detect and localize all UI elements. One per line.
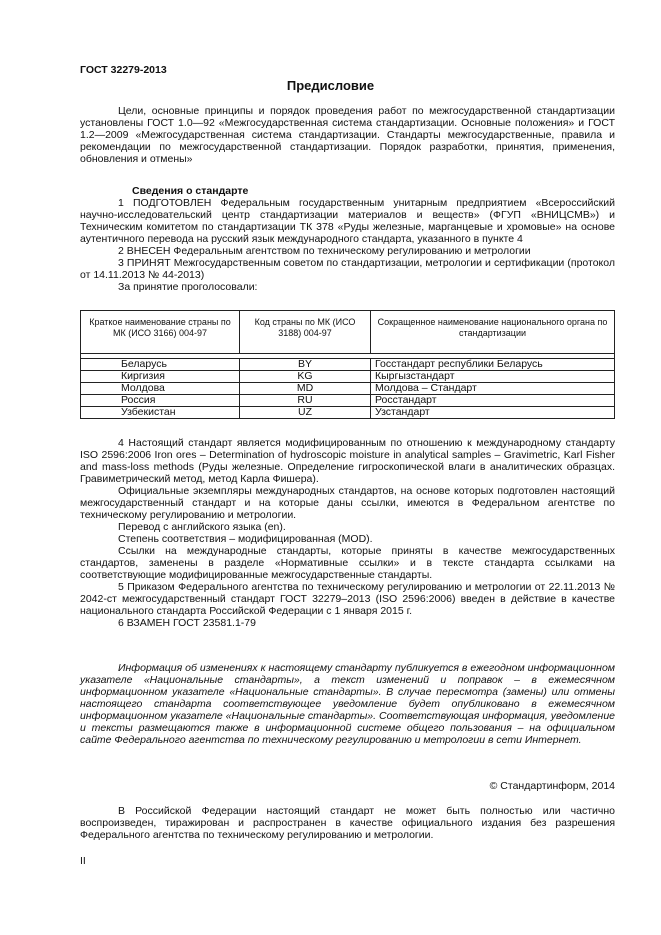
- item-5: 5 Приказом Федерального агентства по техническому регулированию и метрологии от 22.11.2013 № 2042-ст межгосударственный стандарт ГОСТ 32279–2013 (ISO 2596:2006) введен в действие в качестве национального стандарта Российской Федерации с 1 января 2015 г.: [80, 581, 615, 617]
- items-section: [80, 437, 615, 629]
- rights-section: [80, 805, 615, 841]
- country-code: UZ: [240, 407, 371, 419]
- header-body: Сокращенное наименование национального органа по стандартизации: [371, 311, 615, 354]
- standards-body: Кыргызстандарт: [371, 371, 615, 383]
- item-6: 6 ВЗАМЕН ГОСТ 23581.1-79: [118, 617, 256, 629]
- degree-paragraph: Степень соответствия – модифицированная (MOD).: [118, 533, 373, 545]
- standards-body: Узстандарт: [371, 407, 615, 419]
- table-row: [81, 359, 615, 371]
- table-header-row: [81, 311, 615, 354]
- country-name: Беларусь: [81, 359, 240, 371]
- rights-paragraph: В Российской Федерации настоящий стандарт не может быть полностью или частично воспроизведен, тиражирован и распространен в качестве официального издания без разрешения Федерального агентства по техническому регулированию и метрологии.: [80, 805, 615, 841]
- country-code: BY: [240, 359, 371, 371]
- translation-paragraph: Перевод с английского языка (en).: [118, 521, 286, 533]
- table-row: [81, 371, 615, 383]
- official-copies-paragraph: Официальные экземпляры международных стандартов, на основе которых подготовлен настоящий межгосударственный стандарт и на которые даны ссылки, имеются в Федеральном агентстве по техническому регулированию и метрологии.: [80, 485, 615, 521]
- country-name: Киргизия: [81, 371, 240, 383]
- item-4: 4 Настоящий стандарт является модифицированным по отношению к международному стандарту ISO 2596:2006 Iron ores – Determination of hydroscopic moisture in analytical samples – Gravimetric, Karl Fisher and mass-loss methods (Руды железные. Определение гигроскопической влаги в аналитических образцах. Гравиметрический метод, метод Карла Фишера).: [80, 437, 615, 485]
- info-item-3: 3 ПРИНЯТ Межгосударственным советом по стандартизации, метрологии и сертификации (протокол от 14.11.2013 № 44-2013): [80, 257, 615, 281]
- country-code: MD: [240, 383, 371, 395]
- foreword-section: [80, 105, 615, 165]
- table-row: [81, 407, 615, 419]
- table-row: [81, 395, 615, 407]
- notice-paragraph: Информация об изменениях к настоящему стандарту публикуется в ежегодном информационном указателе «Национальные стандарты», а текст изменений и поправок – в ежемесячном информационном указателе «Национальные стандарты». В случае пересмотра (замены) или отмены настоящего стандарта соответствующее уведомление будет опубликовано в ежемесячном информационном указателе «Национальные стандарты». Соответствующая информация, уведомление и тексты размещаются также в информационной системе общего пользования – на официальном сайте Федерального агентства по техническому регулированию и метрологии в сети Интернет.: [80, 662, 615, 746]
- info-item-1: 1 ПОДГОТОВЛЕН Федеральным государственным унитарным предприятием «Всероссийский научно-исследовательский центр стандартизации материалов и веществ» (ФГУП «ВНИЦСМВ») и Техническим комитетом по стандартизации ТК 378 «Руды железные, марганцевые и хромовые» на основе аутентичного перевода на русский язык международного стандарта, указанного в пункте 4: [80, 197, 615, 245]
- countries-table: [80, 310, 615, 419]
- page-title: Предисловие: [286, 78, 375, 93]
- standards-body: Госстандарт республики Беларусь: [371, 359, 615, 371]
- country-name: Молдова: [81, 383, 240, 395]
- copyright: © Стандартинформ, 2014: [489, 780, 615, 792]
- header-code: Код страны по МК (ИСО 3188) 004-97: [240, 311, 371, 354]
- country-code: KG: [240, 371, 371, 383]
- notice-section: [80, 662, 615, 746]
- voted-label: За принятие проголосовали:: [118, 281, 258, 293]
- info-item-2: 2 ВНЕСЕН Федеральным агентством по техническому регулированию и метрологии: [118, 245, 531, 257]
- page-number: II: [80, 855, 86, 867]
- standard-info-heading: Сведения о стандарте: [132, 185, 249, 197]
- standards-body: Росстандарт: [371, 395, 615, 407]
- country-name: Узбекистан: [81, 407, 240, 419]
- references-paragraph: Ссылки на международные стандарты, которые приняты в качестве межгосударственных стандартов, заменены в разделе «Нормативные ссылки» и в тексте стандарта ссылками на соответствующие модифицированные межгосударственные стандарты.: [80, 545, 615, 581]
- header-country: Краткое наименование страны по МК (ИСО 3166) 004-97: [81, 311, 240, 354]
- country-code: RU: [240, 395, 371, 407]
- standards-body: Молдова – Стандарт: [371, 383, 615, 395]
- standard-info-section: [80, 185, 615, 293]
- table-row: [81, 383, 615, 395]
- country-name: Россия: [81, 395, 240, 407]
- document-code: ГОСТ 32279-2013: [80, 64, 167, 76]
- foreword-paragraph: Цели, основные принципы и порядок проведения работ по межгосударственной стандартизации установлены ГОСТ 1.0—92 «Межгосударственная система стандартизации. Основные положения» и ГОСТ 1.2—2009 «Межгосударственная система стандартизации. Стандарты межгосударственные, правила и рекомендации по межгосударственной стандартизации. Порядок разработки, принятия, применения, обновления и отмены»: [80, 105, 615, 165]
